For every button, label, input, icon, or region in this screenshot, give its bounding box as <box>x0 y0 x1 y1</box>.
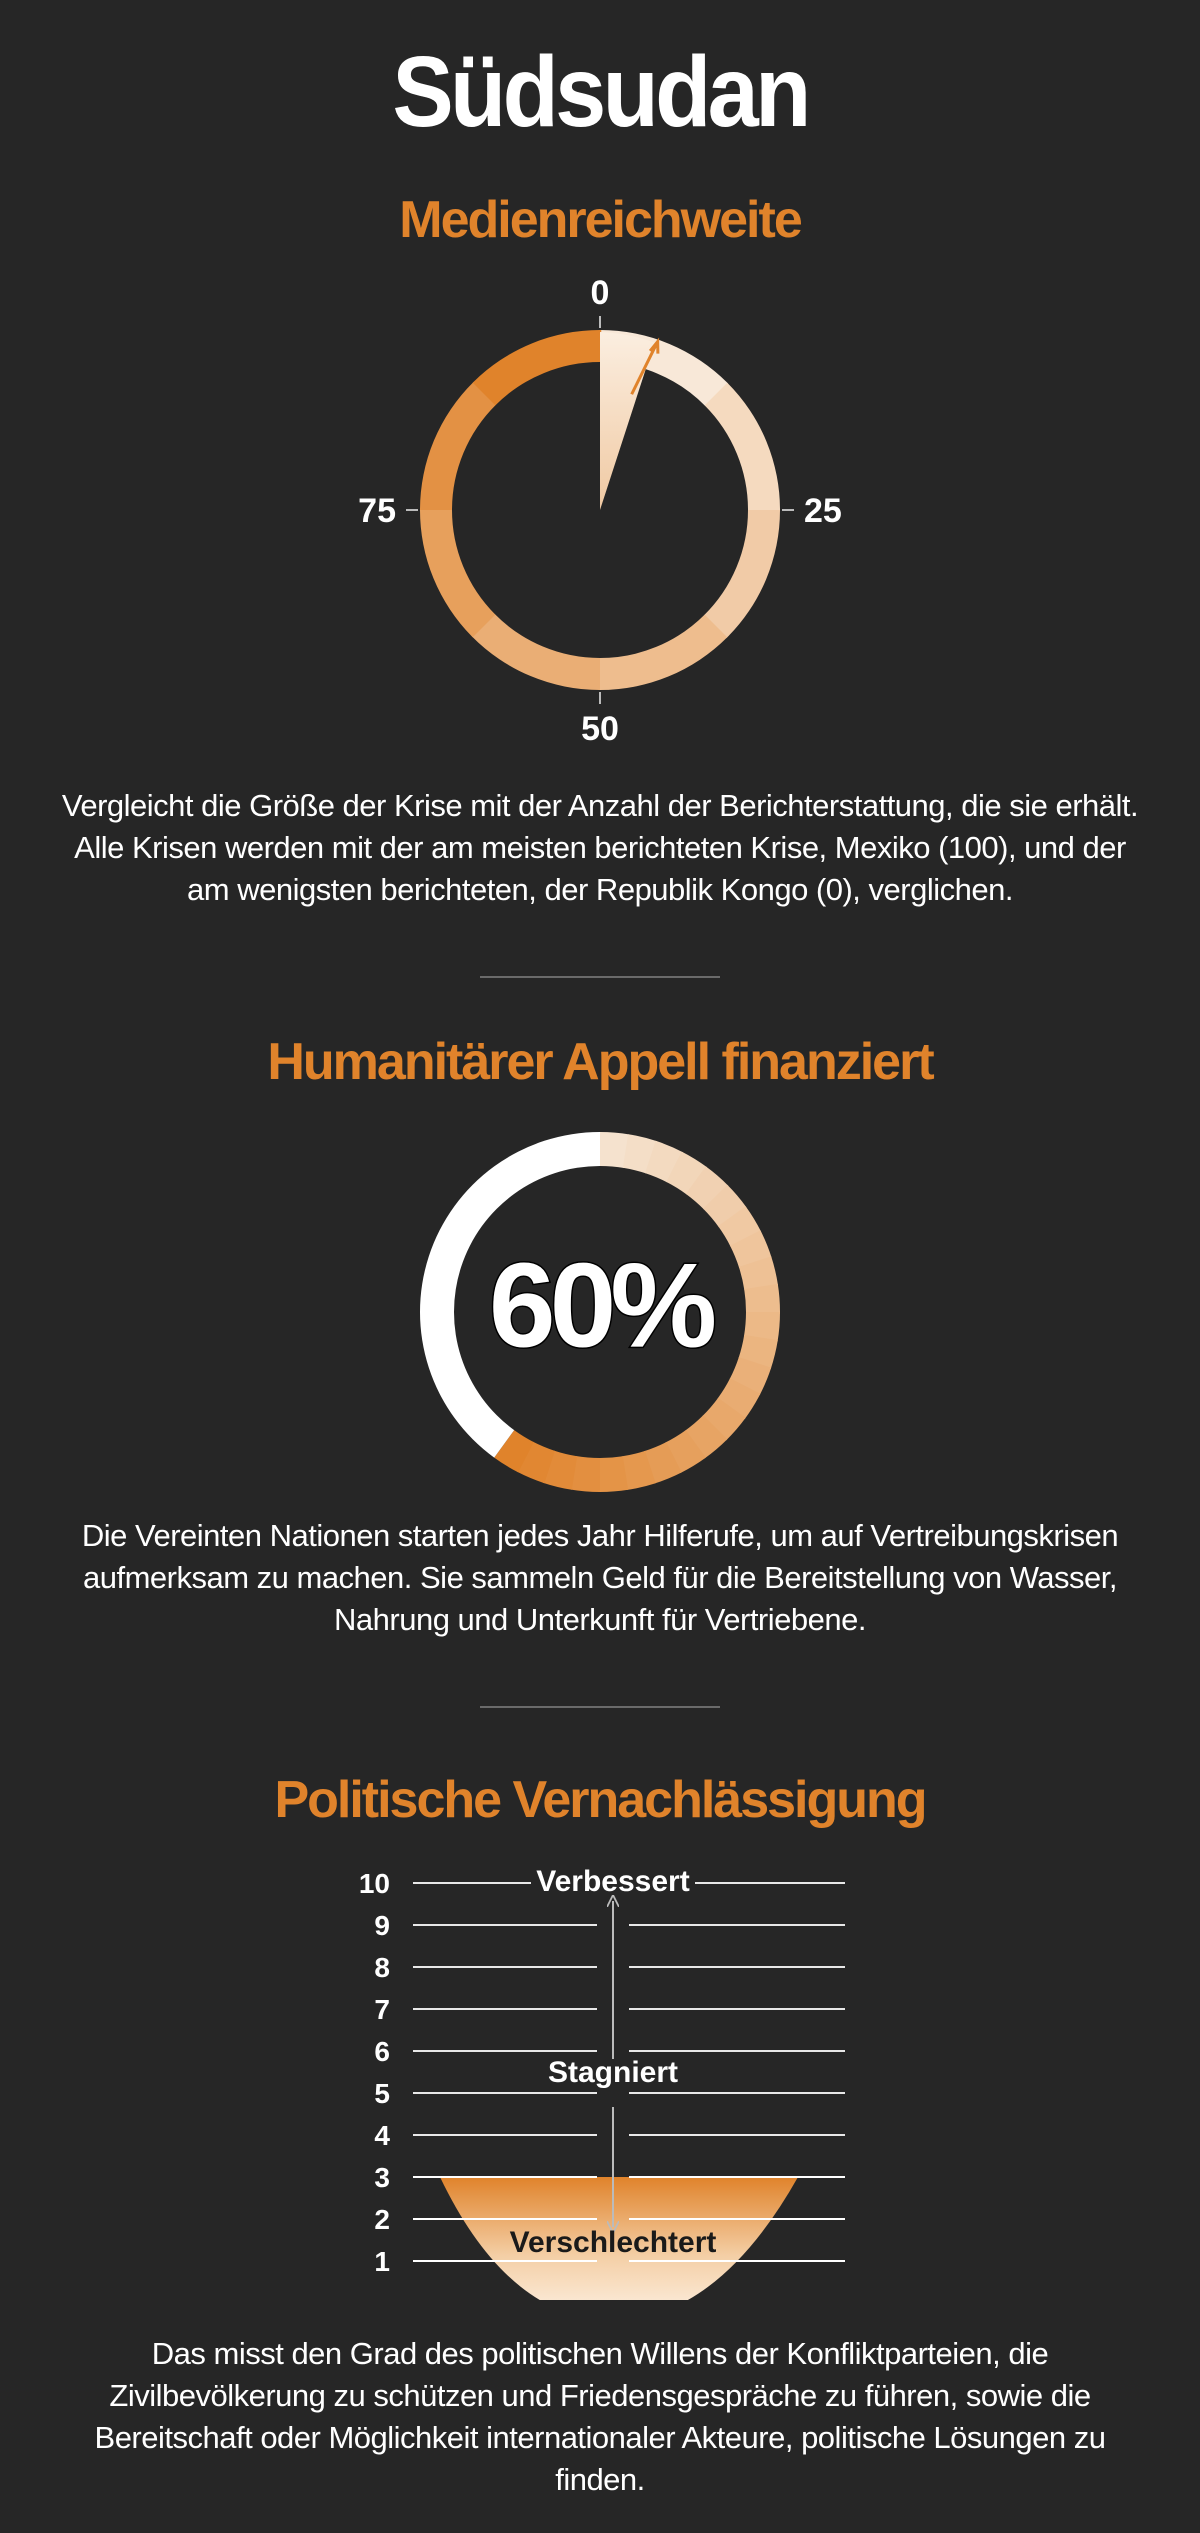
gauge-ring-segment <box>473 330 602 405</box>
scale-level-label: 3 <box>374 2162 390 2193</box>
appeal-funded-description: Die Vereinten Nationen starten jedes Jahr Hilferufe, um auf Vertreibungskrisen aufmerksam zu machen. Sie sammeln Geld für die Bereitstellung von Wasser, Nahrung und Unterkunft für Vertriebene. <box>81 1518 1119 1637</box>
scale-level-label: 4 <box>374 2120 390 2151</box>
donut-center-label: 60% <box>488 1238 712 1373</box>
gauge-ring-segment <box>472 614 600 690</box>
scale-annotation-stagnated: Stagniert <box>547 2056 679 2089</box>
section-divider <box>480 1706 720 1708</box>
media-reach-gauge <box>340 265 860 755</box>
appeal-funded-title: Humanitärer Appell finanziert <box>267 1033 933 1091</box>
gauge-ring-segment <box>599 615 728 690</box>
gauge-needle <box>600 332 654 510</box>
political-neglect-scale <box>340 1850 860 2300</box>
scale-level-label: 5 <box>374 2078 390 2109</box>
gauge-ring-segment <box>705 383 780 512</box>
political-neglect-title: Politische Vernachlässigung <box>274 1771 926 1829</box>
gauge-tick-label-50: 50 <box>581 710 619 748</box>
gauge-tick-label-25: 25 <box>804 492 842 530</box>
gauge-tick-label-0: 0 <box>590 274 610 312</box>
scale-level-label: 2 <box>374 2204 390 2235</box>
scale-level-label: 8 <box>374 1952 390 1983</box>
political-neglect-description: Das misst den Grad des politischen Willens der Konfliktparteien, die Zivilbevölkerung zu schützen und Friedensgespräche zu führen, sowie die Bereitschaft oder Möglichkeit internationaler Akteure, politische Lösungen zu finden. <box>94 2336 1106 2497</box>
page-title: Südsudan <box>392 36 808 148</box>
gauge-tick-label-75: 75 <box>358 492 396 530</box>
scale-annotation-worsened: Verschlechtert <box>509 2226 717 2259</box>
gauge-ring-segment <box>704 510 780 638</box>
scale-level-label: 10 <box>358 1868 390 1899</box>
scale-level-label: 1 <box>374 2246 390 2277</box>
appeal-funded-donut <box>410 1122 790 1502</box>
section-divider <box>480 976 720 978</box>
scale-level-label: 9 <box>374 1910 390 1941</box>
media-reach-description: Vergleicht die Größe der Krise mit der Anzahl der Berichterstattung, die sie erhält. Alle Krisen werden mit der am meisten berichteten Krise, Mexiko (100), und der am wenigsten berichteten, der Republik Kongo (0), verglichen. <box>61 788 1139 907</box>
scale-level-label: 7 <box>374 1994 390 2025</box>
media-reach-title: Medienreichweite <box>399 191 801 249</box>
scale-annotation-improved: Verbessert <box>536 1865 690 1898</box>
scale-level-label: 6 <box>374 2036 390 2067</box>
gauge-ring-segment <box>420 382 496 510</box>
gauge-ring-segment <box>420 509 495 638</box>
